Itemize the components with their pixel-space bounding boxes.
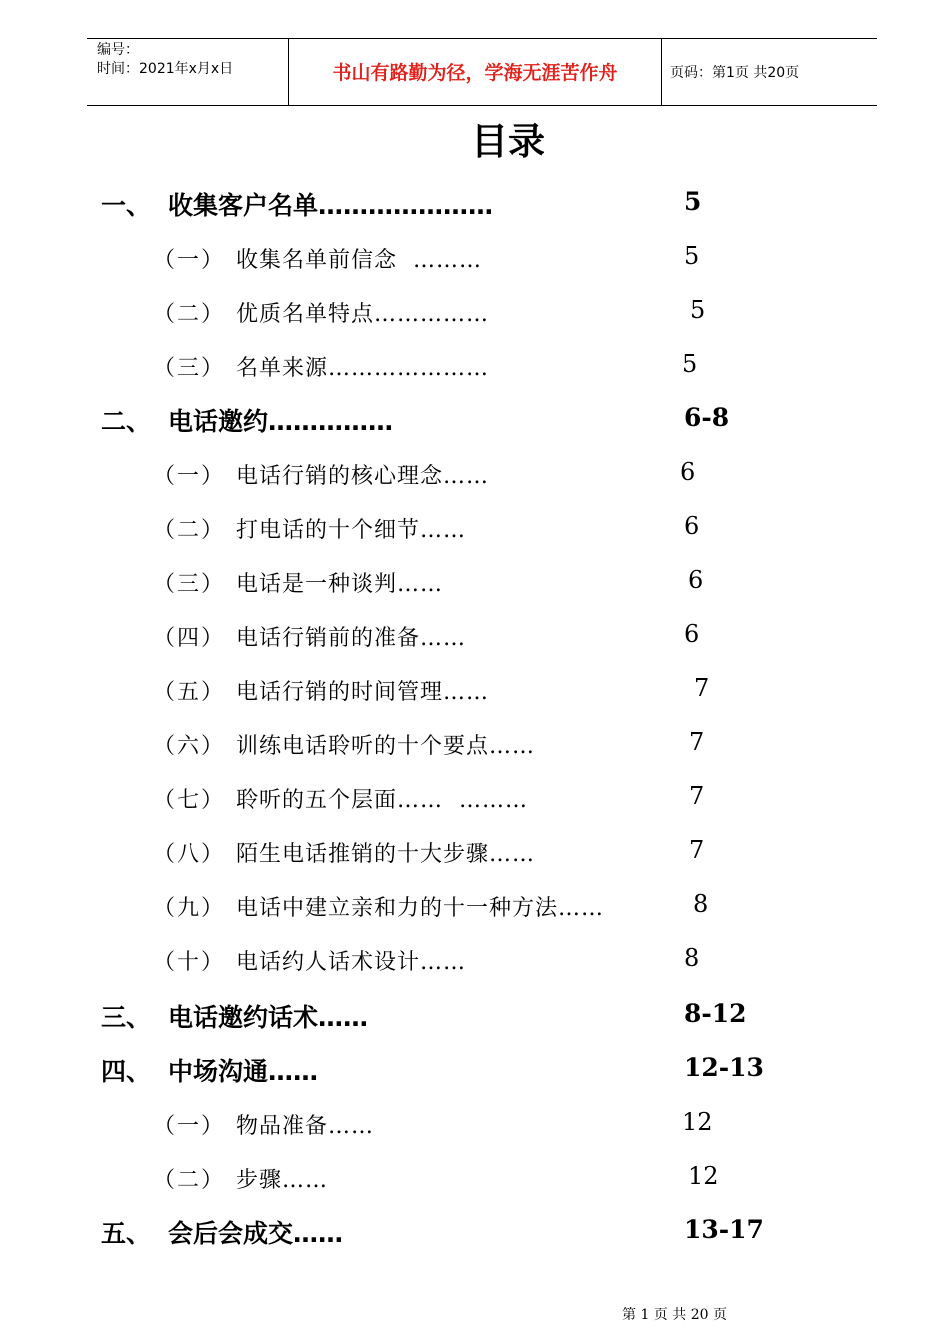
toc-entry-text: 打电话的十个细节……	[236, 518, 467, 543]
toc-entry-text: 电话行销的核心理念……	[236, 464, 490, 489]
header-motto: 书山有路勤为径，学海无涯苦作舟	[332, 62, 618, 84]
toc-entry[interactable]	[0, 452, 950, 492]
toc-entry-text: 物品准备……	[236, 1114, 375, 1139]
toc-entry-text: 训练电话聆听的十个要点……	[236, 734, 536, 759]
toc-entry-number: （六）	[153, 734, 226, 759]
toc-entry[interactable]	[0, 290, 950, 330]
toc-entry-text: 陌生电话推销的十大步骤……	[236, 842, 536, 867]
toc-entry-number: 三、	[101, 1003, 152, 1032]
toc-entry-number: 五、	[101, 1219, 152, 1248]
toc-entry-page: 8-12	[684, 999, 747, 1028]
toc-entry-number: 一、	[101, 191, 152, 220]
toc-entry-page: 5	[684, 187, 702, 216]
toc-entry-number: 二、	[101, 407, 152, 436]
toc-entry[interactable]	[0, 1210, 950, 1250]
toc-entry-text: 电话中建立亲和力的十一种方法……	[236, 896, 605, 921]
toc-entry-page: 13-17	[684, 1215, 764, 1244]
toc-entry-text: 步骤……	[236, 1168, 329, 1193]
toc-entry-number: （二）	[153, 518, 226, 543]
toc-entry[interactable]	[0, 830, 950, 870]
toc-entry-page: 7	[694, 674, 710, 702]
toc-entry-number: 四、	[101, 1057, 152, 1086]
toc-entry[interactable]	[0, 994, 950, 1034]
toc-entry[interactable]	[0, 668, 950, 708]
toc-entry[interactable]	[0, 884, 950, 924]
document-number-label: 编号：	[97, 42, 139, 58]
document-time-label: 时间：2021年x月x日	[97, 61, 234, 77]
toc-entry-page: 5	[684, 242, 700, 270]
toc-entry-page: 6	[684, 512, 700, 540]
toc-entry-text: 名单来源…………………	[236, 356, 490, 381]
toc-entry[interactable]	[0, 938, 950, 978]
toc-entry-text: 电话是一种谈判……	[236, 572, 444, 597]
toc-entry[interactable]	[0, 614, 950, 654]
toc-entry-page: 6	[684, 620, 700, 648]
toc-entry-page: 6-8	[684, 403, 730, 432]
toc-entry-number: （二）	[153, 1168, 226, 1193]
toc-entry-number: （一）	[153, 1114, 226, 1139]
toc-entry-number: （三）	[153, 356, 226, 381]
page-title: 目录	[471, 120, 545, 163]
toc-entry-number: （一）	[153, 464, 226, 489]
toc-entry-number: （九）	[153, 896, 226, 921]
toc-entry-number: （十）	[153, 950, 226, 975]
toc-entry-page: 8	[693, 890, 709, 918]
toc-entry-text: 电话行销的时间管理……	[236, 680, 490, 705]
toc-entry-text: 电话行销前的准备……	[236, 626, 467, 651]
toc-entry-page: 7	[689, 836, 705, 864]
toc-entry-number: （八）	[153, 842, 226, 867]
toc-entry-number: （七）	[153, 788, 226, 813]
toc-entry-text: 会后会成交……	[168, 1219, 344, 1248]
toc-entry-page: 12	[688, 1162, 719, 1190]
toc-entry-page: 7	[689, 728, 705, 756]
toc-entry-number: （二）	[153, 302, 226, 327]
toc-entry-number: （四）	[153, 626, 226, 651]
toc-entry-text: 电话邀约……………	[168, 407, 394, 436]
toc-entry-text: 收集名单前信念 ………	[236, 248, 482, 273]
toc-entry[interactable]	[0, 1102, 950, 1142]
toc-entry-text: 中场沟通……	[168, 1057, 319, 1086]
toc-entry[interactable]	[0, 722, 950, 762]
toc-entry[interactable]	[0, 344, 950, 384]
toc-entry-page: 6	[688, 566, 704, 594]
toc-entry-number: （三）	[153, 572, 226, 597]
toc-entry-page: 12	[682, 1108, 713, 1136]
toc-entry-page: 12-13	[684, 1053, 764, 1082]
toc-entry-text: 优质名单特点……………	[236, 302, 490, 327]
toc-entry-text: 电话约人话术设计……	[236, 950, 467, 975]
toc-entry-text: 电话邀约话术……	[168, 1003, 369, 1032]
toc-entry[interactable]	[0, 236, 950, 276]
toc-entry[interactable]	[0, 1156, 950, 1196]
toc-entry[interactable]	[0, 398, 950, 438]
toc-entry[interactable]	[0, 182, 950, 222]
toc-entry-text: 收集客户名单…………………	[168, 191, 494, 220]
toc-entry[interactable]	[0, 1048, 950, 1088]
toc-entry-number: （五）	[153, 680, 226, 705]
toc-entry-page: 7	[689, 782, 705, 810]
toc-entry-page: 6	[680, 458, 696, 486]
toc-entry-text: 聆听的五个层面…… ………	[236, 788, 528, 813]
toc-entry-number: （一）	[153, 248, 226, 273]
toc-entry[interactable]	[0, 776, 950, 816]
toc-entry-page: 8	[684, 944, 700, 972]
toc-entry-page: 5	[682, 350, 698, 378]
toc-entry[interactable]	[0, 506, 950, 546]
toc-entry-page: 5	[690, 296, 706, 324]
header-page-info: 页码：第1页 共20页	[670, 65, 800, 81]
page-footer: 第 1 页 共 20 页	[622, 1307, 727, 1323]
toc-entry[interactable]	[0, 560, 950, 600]
